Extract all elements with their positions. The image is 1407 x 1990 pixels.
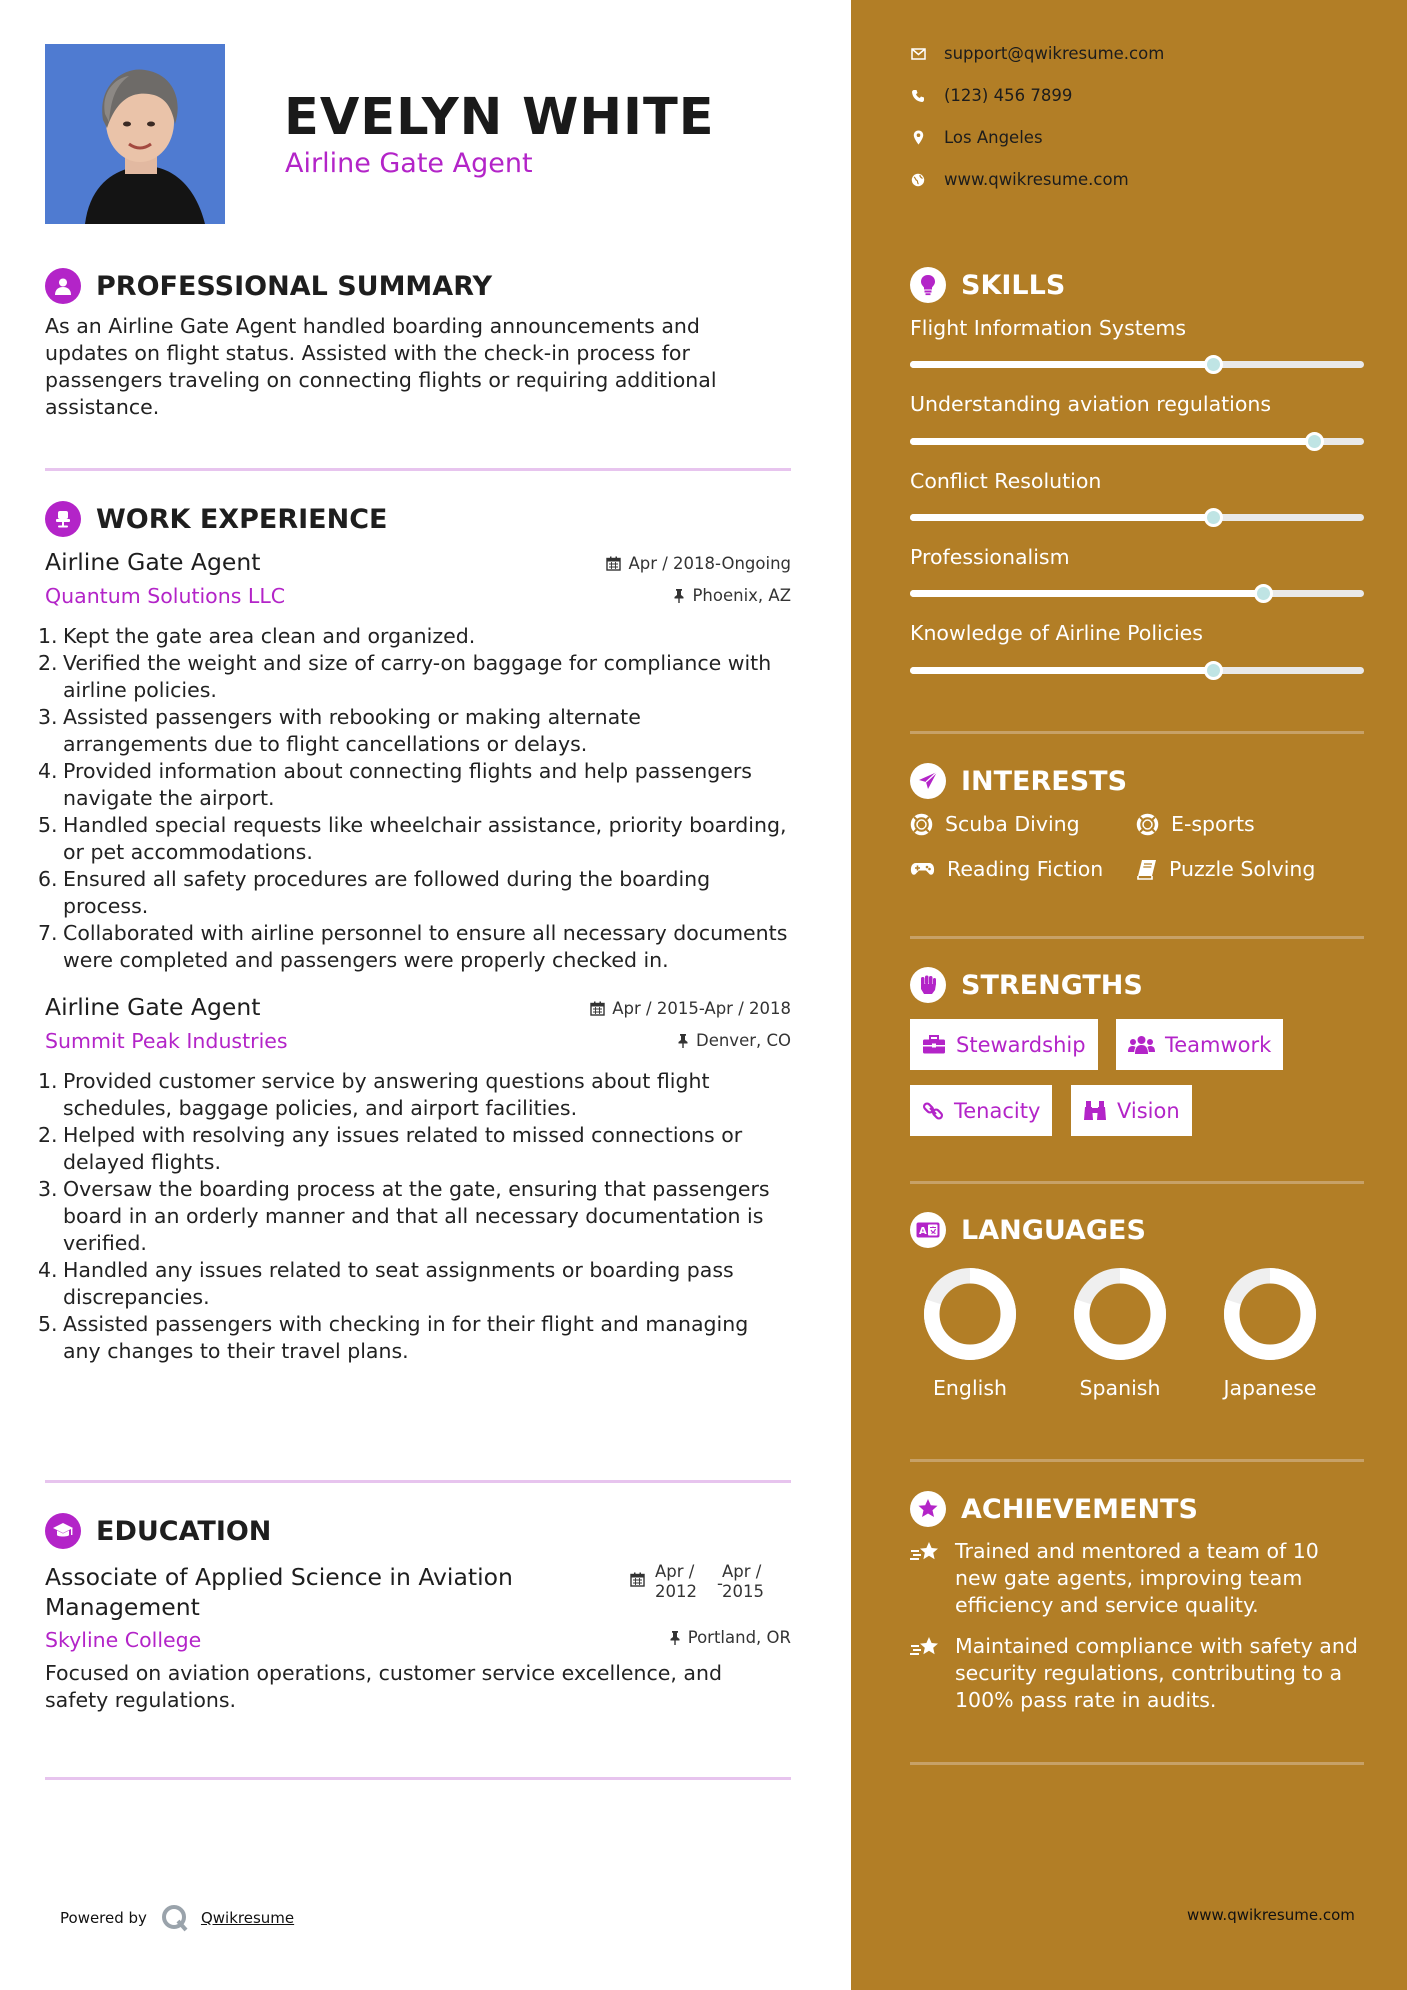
candidate-role: Airline Gate Agent [285, 148, 533, 179]
list-item: 5. Assisted passengers with checking in for their flight and managing any changes to their travel plans. [38, 1312, 749, 1363]
skill-bar-knob [1204, 355, 1223, 374]
interest-label: E-sports [1171, 812, 1255, 836]
strength-label: Vision [1117, 1098, 1180, 1123]
achievement-item [910, 1538, 1364, 1619]
date-dash: - [717, 1574, 723, 1593]
envelope-icon [910, 48, 926, 60]
achievements-title: ACHIEVEMENTS [961, 1493, 1198, 1525]
skill-label: Flight Information Systems [910, 316, 1187, 340]
job-title: Airline Gate Agent [45, 548, 261, 576]
lifebuoy-icon [1136, 813, 1159, 836]
user-icon [45, 268, 81, 304]
skill-bar [910, 438, 1364, 445]
location-text: Los Angeles [944, 128, 1043, 147]
education-dates [630, 1562, 790, 1602]
fist-icon [910, 967, 946, 1003]
qwikresume-logo-icon [161, 1904, 189, 1932]
skill-label: Understanding aviation regulations [910, 392, 1272, 416]
translate-icon [910, 1212, 946, 1248]
gamepad-icon [910, 861, 935, 877]
shooting-star-icon [910, 1538, 944, 1619]
skill-label: Conflict Resolution [910, 469, 1102, 493]
start-year: 2012 [655, 1582, 697, 1601]
summary-header [45, 267, 791, 305]
interest-item [1136, 812, 1255, 836]
list-item: 1. Provided customer service by answering questions about flight schedules, baggage policies, and airport facilities. [38, 1069, 710, 1120]
end-year: 2015 [722, 1582, 764, 1601]
job-location-text: Phoenix, AZ [692, 586, 791, 605]
school-name: Skyline College [45, 1628, 202, 1652]
interest-label: Scuba Diving [945, 812, 1080, 836]
education-location-text: Portland, OR [687, 1628, 791, 1647]
pin-icon [677, 1033, 689, 1048]
skills-title: SKILLS [961, 269, 1066, 301]
job-location [677, 1031, 791, 1050]
education-header [45, 1512, 791, 1550]
list-item: 2. Verified the weight and size of carry-on baggage for compliance with airline policies. [38, 651, 772, 702]
job-entry [38, 548, 791, 974]
skill-bar-knob [1204, 508, 1223, 527]
language-item [910, 1266, 1030, 1400]
job-date-text: Apr / 2018-Ongoing [628, 554, 791, 573]
qwikresume-link[interactable]: Qwikresume [200, 1909, 295, 1927]
interests-title: INTERESTS [961, 765, 1128, 797]
svg-text:A: A [919, 1226, 927, 1237]
list-item: 4. Handled any issues related to seat assignments or boarding pass discrepancies. [38, 1258, 734, 1309]
end-month: Apr / [722, 1562, 762, 1581]
summary-title: PROFESSIONAL SUMMARY [96, 270, 493, 302]
phone-text: (123) 456 7899 [944, 86, 1073, 105]
interest-item [910, 857, 1103, 881]
globe-icon [910, 173, 926, 187]
graduation-cap-icon [45, 1513, 81, 1549]
shooting-star-icon [910, 1633, 944, 1714]
achievements-header [910, 1491, 1198, 1527]
job-location-text: Denver, CO [695, 1031, 791, 1050]
paper-plane-icon [910, 763, 946, 799]
strengths-header [910, 967, 1143, 1003]
briefcase-icon [922, 1035, 946, 1055]
achievement-text: Trained and mentored a team of 10 new gate agents, improving team efficiency and service quality. [955, 1539, 1319, 1617]
summary-section [45, 267, 791, 421]
skill-bar-fill [910, 361, 1213, 368]
language-name: Japanese [1223, 1376, 1317, 1400]
summary-text: As an Airline Gate Agent handled boarding announcements and updates on flight status. Assisted with the check-in process for passengers traveling on connecting flights or requiring additional assistance. [45, 314, 717, 419]
job-location [673, 586, 791, 605]
achievement-item [910, 1633, 1364, 1714]
experience-section [38, 500, 791, 1365]
pin-icon [669, 1630, 681, 1645]
education-entry [45, 1562, 791, 1732]
skill-bar-fill [910, 667, 1213, 674]
divider [910, 936, 1364, 939]
interest-label: Puzzle Solving [1169, 857, 1316, 881]
job-company: Summit Peak Industries [45, 1029, 288, 1053]
lifebuoy-icon [910, 813, 933, 836]
list-item: 4. Provided information about connecting flights and help passengers navigate the airport. [38, 759, 752, 810]
candidate-name: EVELYN WHITE [284, 88, 715, 147]
interests-header [910, 763, 1127, 799]
strength-label: Stewardship [956, 1032, 1086, 1057]
job-title: Airline Gate Agent [45, 993, 261, 1021]
strengths-title: STRENGTHS [961, 969, 1143, 1001]
job-bullets [38, 1068, 791, 1365]
list-item: 3. Oversaw the boarding process at the gate, ensuring that passengers board in an orderly manner and that all necessary documentation is verified. [38, 1177, 770, 1255]
divider [45, 1480, 791, 1483]
skill-bar [910, 361, 1364, 368]
language-name: Spanish [1079, 1376, 1161, 1400]
job-entry [38, 993, 791, 1365]
divider [910, 1762, 1364, 1765]
powered-by-label: Powered by [60, 1909, 147, 1927]
website-text: www.qwikresume.com [944, 170, 1129, 189]
users-icon [1128, 1035, 1155, 1055]
degree-line-2: Management [45, 1593, 200, 1621]
skill-bar-fill [910, 438, 1314, 445]
skill-bar-knob [1305, 432, 1324, 451]
binoculars-icon [1083, 1100, 1107, 1122]
pin-icon [673, 588, 685, 603]
job-date-text: Apr / 2015-Apr / 2018 [612, 999, 791, 1018]
skill-bar [910, 667, 1364, 674]
calendar-icon [590, 1001, 605, 1016]
strength-label: Teamwork [1165, 1032, 1272, 1057]
contact-location [910, 128, 1043, 147]
job-date [606, 554, 791, 573]
book-icon [1136, 859, 1157, 880]
education-description: Focused on aviation operations, customer service excellence, and safety regulations. [45, 1661, 723, 1712]
calendar-icon [606, 556, 621, 571]
job-bullets [38, 623, 791, 974]
map-pin-icon [910, 130, 926, 145]
divider [910, 731, 1364, 734]
star-badge-icon [910, 1491, 946, 1527]
list-item: 3. Assisted passengers with rebooking or making alternate arrangements due to flight cancellations or delays. [38, 705, 641, 756]
skill-bar-fill [910, 514, 1213, 521]
list-item: 5. Handled special requests like wheelchair assistance, priority boarding, or pet accommodations. [38, 813, 787, 864]
footer-website[interactable]: www.qwikresume.com [1187, 1906, 1355, 1924]
languages-title: LANGUAGES [961, 1214, 1146, 1246]
chair-icon [45, 501, 81, 537]
contact-email[interactable] [910, 44, 1164, 63]
phone-icon [910, 89, 926, 103]
strength-badge [910, 1019, 1098, 1070]
languages-header [910, 1212, 1146, 1248]
skill-bar [910, 514, 1364, 521]
interest-label: Reading Fiction [947, 857, 1104, 881]
job-company: Quantum Solutions LLC [45, 584, 286, 608]
language-proficiency-ring [1072, 1266, 1168, 1362]
contact-phone[interactable] [910, 86, 1072, 105]
language-item [1060, 1266, 1180, 1400]
language-name: English [932, 1376, 1008, 1400]
start-month: Apr / [655, 1562, 695, 1581]
list-item: 2. Helped with resolving any issues related to missed connections or delayed flights. [38, 1123, 743, 1174]
strength-label: Tenacity [954, 1098, 1041, 1123]
achievement-text: Maintained compliance with safety and security regulations, contributing to a 100% pass rate in audits. [955, 1634, 1358, 1712]
lightbulb-icon [910, 267, 946, 303]
strength-badge [1116, 1019, 1283, 1070]
skill-bar [910, 590, 1364, 597]
strength-badge [1071, 1085, 1192, 1136]
job-date [590, 999, 791, 1018]
experience-title: WORK EXPERIENCE [96, 503, 388, 535]
calendar-icon [630, 1572, 645, 1587]
divider [910, 1459, 1364, 1462]
link-icon [922, 1100, 944, 1122]
email-text: support@qwikresume.com [944, 44, 1165, 63]
list-item: 1. Kept the gate area clean and organized. [38, 624, 476, 648]
powered-by [60, 1904, 294, 1932]
list-item: 6. Ensured all safety procedures are followed during the boarding process. [38, 867, 711, 918]
strength-badge [910, 1085, 1052, 1136]
experience-header [45, 500, 791, 538]
skill-bar-fill [910, 590, 1263, 597]
list-item: 7. Collaborated with airline personnel to ensure all necessary documents were completed and passengers were properly checked in. [38, 921, 788, 972]
divider [910, 1181, 1364, 1184]
divider [45, 468, 791, 471]
language-proficiency-ring [1222, 1266, 1318, 1362]
education-location [669, 1628, 791, 1647]
language-proficiency-ring [922, 1266, 1018, 1362]
skills-header [910, 267, 1065, 303]
skill-label: Professionalism [910, 545, 1070, 569]
skill-bar-knob [1204, 661, 1223, 680]
skill-label: Knowledge of Airline Policies [910, 621, 1203, 645]
divider [45, 1777, 791, 1780]
degree-line-1: Associate of Applied Science in Aviation [45, 1563, 513, 1591]
interest-item [1136, 857, 1315, 881]
profile-photo [45, 44, 225, 224]
contact-website[interactable] [910, 170, 1129, 189]
interest-item [910, 812, 1080, 836]
education-title: EDUCATION [96, 1515, 272, 1547]
education-section [45, 1512, 791, 1732]
language-item [1210, 1266, 1330, 1400]
